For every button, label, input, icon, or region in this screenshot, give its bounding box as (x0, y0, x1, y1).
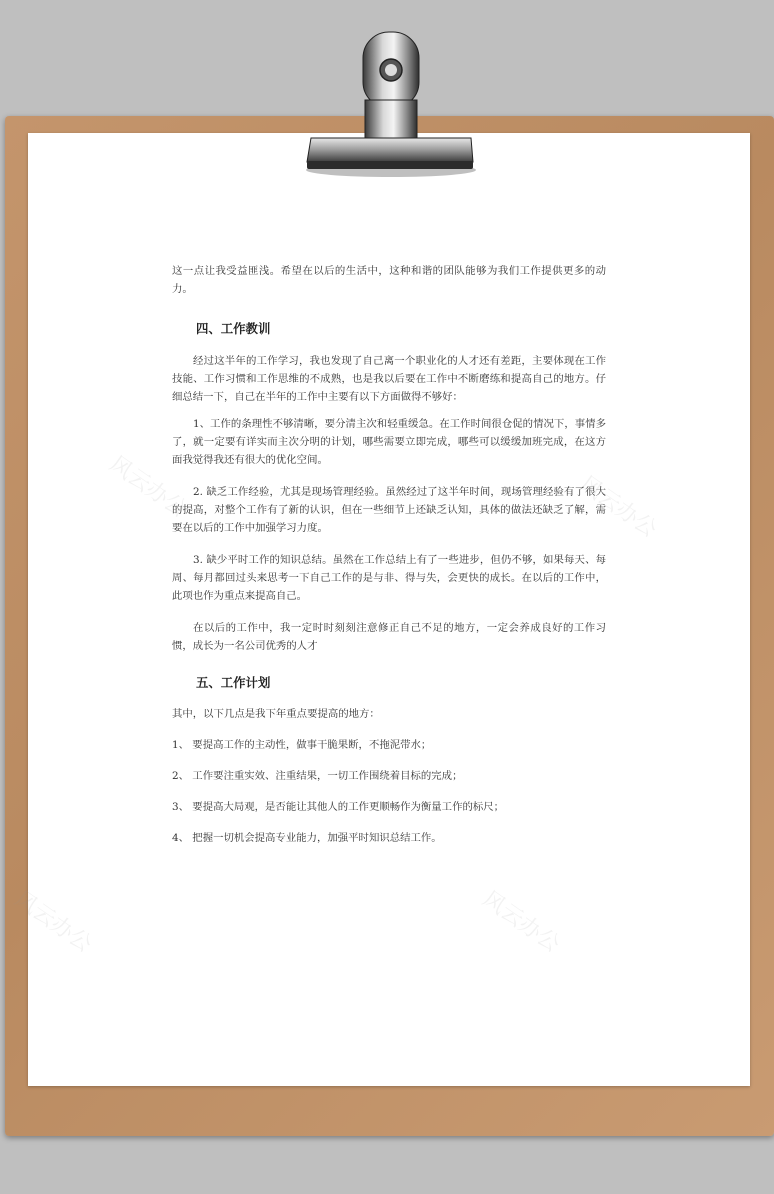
lessons-paragraph-4: 3. 缺少平时工作的知识总结。虽然在工作总结上有了一些进步，但仍不够，如果每天、每周、每月都回过头来思考一下自己工作的是与非、得与失，会更快的成长。在以后的工作中，此项也作为重点来提高自己。 (172, 554, 606, 602)
watermark: 风云办公 (574, 471, 662, 543)
plan-item-2: 2、 工作要注重实效、注重结果，一切工作围绕着目标的完成； (172, 770, 463, 782)
lessons-paragraph-1: 经过这半年的工作学习，我也发现了自己离一个职业化的人才还有差距，主要体现在工作技能、工作习惯和工作思维的不成熟，也是我以后要在工作中不断磨练和提高自己的地方。仔细总结一下，自己在半年的工作中主要有以下方面做得不够好： (172, 355, 606, 403)
watermark: 风云办公 (104, 451, 192, 523)
intro-paragraph: 这一点让我受益匪浅。希望在以后的生活中，这种和谐的团队能够为我们工作提供更多的动力。 (172, 265, 606, 295)
plan-item-1: 1、 要提高工作的主动性，做事干脆果断，不拖泥带水； (172, 739, 432, 751)
watermark: 风云办公 (9, 886, 97, 958)
plan-item-4: 4、 把握一切机会提高专业能力，加强平时知识总结工作。 (172, 832, 442, 844)
watermark: 风云办公 (477, 886, 565, 958)
section-heading-lessons: 四、工作教训 (196, 321, 271, 336)
lessons-paragraph-2: 1、工作的条理性不够清晰，要分清主次和轻重缓急。在工作时间很仓促的情况下，事情多了，就一定要有详实而主次分明的计划，哪些需要立即完成，哪些可以缓缓加班完成，在这方面我觉得我还有很大的优化空间。 (172, 418, 606, 466)
plan-intro: 其中，以下几点是我下年重点要提高的地方： (172, 708, 380, 720)
lessons-paragraph-5: 在以后的工作中，我一定时时刻刻注意修正自己不足的地方，一定会养成良好的工作习惯，成长为一名公司优秀的人才 (172, 622, 606, 652)
lessons-paragraph-3: 2. 缺乏工作经验，尤其是现场管理经验。虽然经过了这半年时间，现场管理经验有了很大的提高，对整个工作有了新的认识，但在一些细节上还缺乏认知，具体的做法还缺乏了解，需要在以后的工作中加强学习力度。 (172, 486, 606, 534)
document-body (172, 262, 606, 847)
plan-item-3: 3、 要提高大局观，是否能让其他人的工作更顺畅作为衡量工作的标尺； (172, 801, 505, 813)
binder-clip-icon (295, 20, 480, 180)
section-heading-plan: 五、工作计划 (196, 675, 271, 690)
